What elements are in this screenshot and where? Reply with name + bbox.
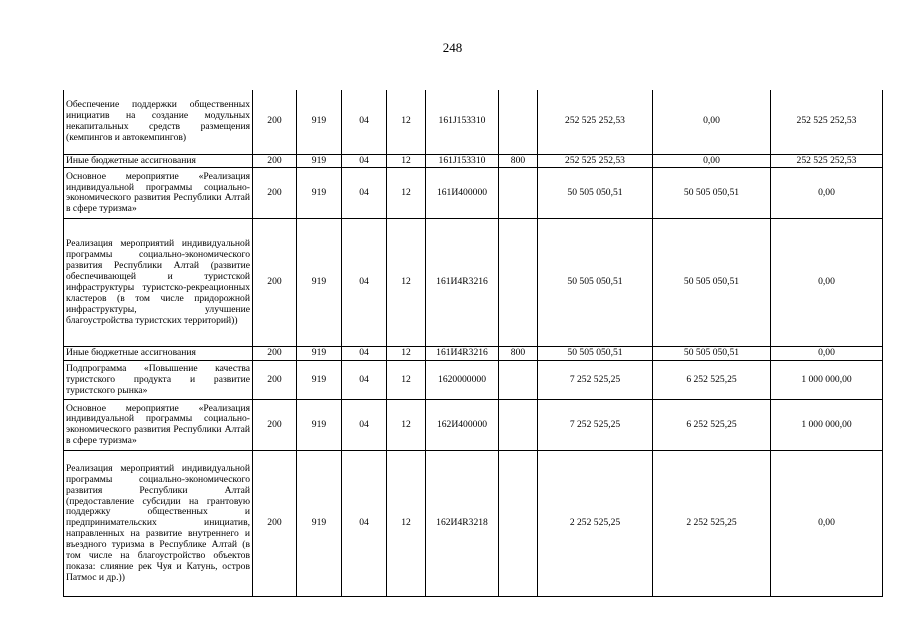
expense-type-cell — [499, 400, 538, 451]
amount-regional-cell: 0,00 — [771, 219, 883, 347]
amount-federal-cell: 50 505 050,51 — [653, 219, 771, 347]
subsection-code-cell: 12 — [387, 347, 426, 361]
amount-federal-cell: 50 505 050,51 — [653, 168, 771, 219]
amount-regional-cell: 252 525 252,53 — [771, 90, 883, 154]
target-article-cell: 161И4R3216 — [426, 219, 499, 347]
subsection-code-cell: 12 — [387, 154, 426, 168]
ministry-code-cell: 919 — [297, 400, 342, 451]
table-row — [64, 90, 883, 154]
row-name-cell: Иные бюджетные ассигнования — [64, 154, 253, 168]
ministry-code-cell: 919 — [297, 347, 342, 361]
subsection-code-cell: 12 — [387, 219, 426, 347]
section-code-cell: 04 — [342, 347, 387, 361]
admin-code-cell: 200 — [253, 400, 297, 451]
expense-type-cell: 800 — [499, 347, 538, 361]
row-name-cell: Реализация мероприятий индивидуальной программы социально-экономического развития Республики Алтай (развитие обеспечивающей и туристской инфраструктуры туристско-рекреационных кластеров (в том числе придорожной инфраструктуры, улучшение благоустройства туристских территорий)) — [64, 219, 253, 347]
subsection-code-cell: 12 — [387, 451, 426, 597]
row-name-cell: Основное мероприятие «Реализация индивидуальной программы социально-экономического развития Республики Алтай в сфере туризма» — [64, 400, 253, 451]
row-name-cell: Иные бюджетные ассигнования — [64, 347, 253, 361]
table-body — [64, 90, 883, 597]
amount-regional-cell: 0,00 — [771, 168, 883, 219]
amount-federal-cell: 2 252 525,25 — [653, 451, 771, 597]
target-article-cell: 162И4R3218 — [426, 451, 499, 597]
section-code-cell: 04 — [342, 451, 387, 597]
amount-total-cell: 252 525 252,53 — [538, 154, 653, 168]
subsection-code-cell: 12 — [387, 168, 426, 219]
admin-code-cell: 200 — [253, 168, 297, 219]
admin-code-cell: 200 — [253, 347, 297, 361]
expense-type-cell: 800 — [499, 154, 538, 168]
section-code-cell: 04 — [342, 154, 387, 168]
admin-code-cell: 200 — [253, 361, 297, 400]
ministry-code-cell: 919 — [297, 451, 342, 597]
amount-total-cell: 7 252 525,25 — [538, 400, 653, 451]
table-row — [64, 451, 883, 597]
expense-type-cell — [499, 219, 538, 347]
amount-federal-cell: 6 252 525,25 — [653, 361, 771, 400]
ministry-code-cell: 919 — [297, 219, 342, 347]
section-code-cell: 04 — [342, 361, 387, 400]
table-row — [64, 361, 883, 400]
row-name-cell: Обеспечение поддержки общественных инициатив на создание модульных некапитальных средств размещения (кемпингов и автокемпингов) — [64, 90, 253, 154]
row-name-cell: Подпрограмма «Повышение качества туристского продукта и развитие туристского рынка» — [64, 361, 253, 400]
ministry-code-cell: 919 — [297, 154, 342, 168]
admin-code-cell: 200 — [253, 219, 297, 347]
table-row — [64, 219, 883, 347]
ministry-code-cell: 919 — [297, 168, 342, 219]
amount-federal-cell: 50 505 050,51 — [653, 347, 771, 361]
subsection-code-cell: 12 — [387, 90, 426, 154]
table-row — [64, 400, 883, 451]
amount-federal-cell: 0,00 — [653, 154, 771, 168]
amount-federal-cell: 0,00 — [653, 90, 771, 154]
amount-total-cell: 7 252 525,25 — [538, 361, 653, 400]
amount-regional-cell: 1 000 000,00 — [771, 361, 883, 400]
budget-table — [63, 90, 883, 597]
table-row — [64, 168, 883, 219]
target-article-cell: 162И400000 — [426, 400, 499, 451]
table-row — [64, 154, 883, 168]
target-article-cell: 161И4R3216 — [426, 347, 499, 361]
amount-regional-cell: 1 000 000,00 — [771, 400, 883, 451]
row-name-cell: Основное мероприятие «Реализация индивидуальной программы социально-экономического развития Республики Алтай в сфере туризма» — [64, 168, 253, 219]
admin-code-cell: 200 — [253, 90, 297, 154]
target-article-cell: 1620000000 — [426, 361, 499, 400]
admin-code-cell: 200 — [253, 451, 297, 597]
amount-federal-cell: 6 252 525,25 — [653, 400, 771, 451]
amount-total-cell: 2 252 525,25 — [538, 451, 653, 597]
target-article-cell: 161И400000 — [426, 168, 499, 219]
page-number: 248 — [442, 40, 463, 55]
subsection-code-cell: 12 — [387, 361, 426, 400]
target-article-cell: 161J153310 — [426, 154, 499, 168]
ministry-code-cell: 919 — [297, 90, 342, 154]
expense-type-cell — [499, 451, 538, 597]
subsection-code-cell: 12 — [387, 400, 426, 451]
amount-regional-cell: 252 525 252,53 — [771, 154, 883, 168]
amount-regional-cell: 0,00 — [771, 347, 883, 361]
amount-total-cell: 252 525 252,53 — [538, 90, 653, 154]
expense-type-cell — [499, 90, 538, 154]
row-name-cell: Реализация мероприятий индивидуальной программы социально-экономического развития Республики Алтай (предоставление субсидии на грантовую поддержку общественных и предпринимательских инициатив, направленных на развитие внутреннего и въездного туризма в Республике Алтай (в том числе на благоустройство объектов показа: слияние рек Чуя и Катунь, остров Патмос и др.)) — [64, 451, 253, 597]
amount-regional-cell: 0,00 — [771, 451, 883, 597]
amount-total-cell: 50 505 050,51 — [538, 219, 653, 347]
amount-total-cell: 50 505 050,51 — [538, 347, 653, 361]
table-row — [64, 347, 883, 361]
expense-type-cell — [499, 168, 538, 219]
expense-type-cell — [499, 361, 538, 400]
admin-code-cell: 200 — [253, 154, 297, 168]
section-code-cell: 04 — [342, 90, 387, 154]
ministry-code-cell: 919 — [297, 361, 342, 400]
target-article-cell: 161J153310 — [426, 90, 499, 154]
section-code-cell: 04 — [342, 400, 387, 451]
section-code-cell: 04 — [342, 168, 387, 219]
section-code-cell: 04 — [342, 219, 387, 347]
amount-total-cell: 50 505 050,51 — [538, 168, 653, 219]
